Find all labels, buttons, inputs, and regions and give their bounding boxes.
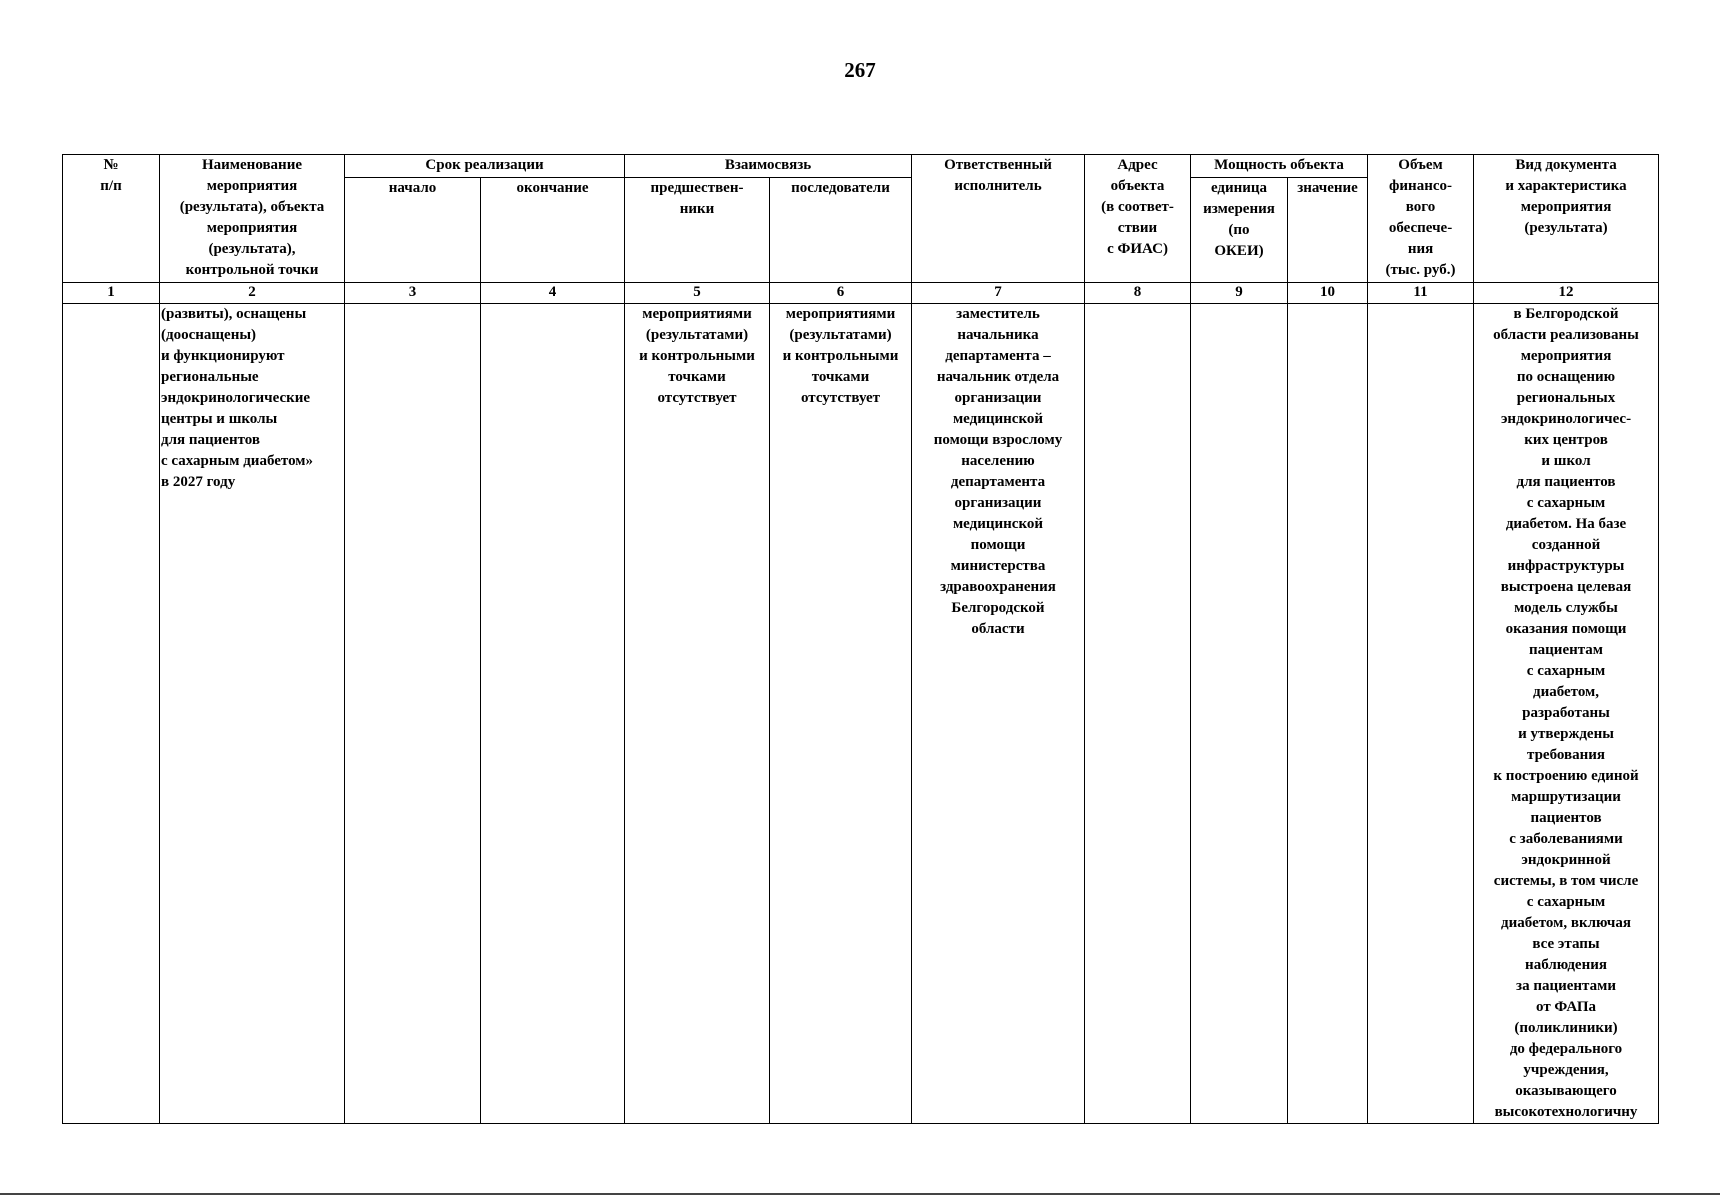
cell-successors: мероприятиями (результатами) и контрольными точками отсутствует — [770, 304, 912, 1124]
column-number: 2 — [160, 283, 345, 304]
page-number: 267 — [844, 58, 876, 82]
cell-predecessors: мероприятиями (результатами) и контрольными точками отсутствует — [625, 304, 770, 1124]
header-term-group: Срок реализации — [345, 155, 625, 178]
cell-term-end — [481, 304, 625, 1124]
column-number: 12 — [1474, 283, 1659, 304]
header-row — [63, 155, 1659, 178]
header-term-start: начало — [345, 178, 481, 283]
column-number: 5 — [625, 283, 770, 304]
column-number: 10 — [1288, 283, 1368, 304]
scan-edge-line — [0, 1193, 1720, 1195]
cell-document: в Белгородской области реализованы мероприятия по оснащению региональных эндокринологичес- ких центров и школ для пациентов с сахарным диабетом. На базе созданной инфраструктуры выстроена целевая модель службы оказания помощи пациентам с сахарным диабетом, разработаны и утверждены требования к построению единой маршрутизации пациентов с заболеваниями эндокринной системы, в том числе с сахарным диабетом, включая все этапы наблюдения за пациентами от ФАПа (поликлиники) до федерального учреждения, оказывающего высокотехнологичну — [1474, 304, 1659, 1124]
header-address: Адрес объекта (в соответ- ствии с ФИАС) — [1085, 155, 1191, 283]
header-responsible: Ответственный исполнитель — [912, 155, 1085, 283]
header-power-unit: единица измерения (по ОКЕИ) — [1191, 178, 1288, 283]
cell-responsible: заместитель начальника департамента – начальник отдела организации медицинской помощи взрослому населению департамента организации медицинской помощи министерства здравоохранения Белгородской области — [912, 304, 1085, 1124]
cell-address — [1085, 304, 1191, 1124]
column-number: 7 — [912, 283, 1085, 304]
header-term-end: окончание — [481, 178, 625, 283]
header-power-group: Мощность объекта — [1191, 155, 1368, 178]
column-number: 3 — [345, 283, 481, 304]
column-number: 9 — [1191, 283, 1288, 304]
cell-number — [63, 304, 160, 1124]
cell-power-unit — [1191, 304, 1288, 1124]
table-row — [63, 304, 1659, 1124]
header-successors: последователи — [770, 178, 912, 283]
cell-finance — [1368, 304, 1474, 1124]
header-number: № п/п — [63, 155, 160, 283]
header-predecessors: предшествен- ники — [625, 178, 770, 283]
column-number: 4 — [481, 283, 625, 304]
header-finance: Объем финансо- вого обеспече- ния (тыс. руб.) — [1368, 155, 1474, 283]
cell-power-value — [1288, 304, 1368, 1124]
column-number-row — [63, 283, 1659, 304]
column-number: 1 — [63, 283, 160, 304]
cell-term-start — [345, 304, 481, 1124]
header-power-value: значение — [1288, 178, 1368, 283]
header-link-group: Взаимосвязь — [625, 155, 912, 178]
activity-plan-table — [62, 154, 1659, 1124]
header-name: Наименование мероприятия (результата), объекта мероприятия (результата), контрольной точки — [160, 155, 345, 283]
header-document: Вид документа и характеристика мероприятия (результата) — [1474, 155, 1659, 283]
column-number: 6 — [770, 283, 912, 304]
cell-activity-name: (развиты), оснащены (дооснащены) и функционируют региональные эндокринологические центры и школы для пациентов с сахарным диабетом» в 2027 году — [160, 304, 345, 1124]
column-number: 8 — [1085, 283, 1191, 304]
column-number: 11 — [1368, 283, 1474, 304]
